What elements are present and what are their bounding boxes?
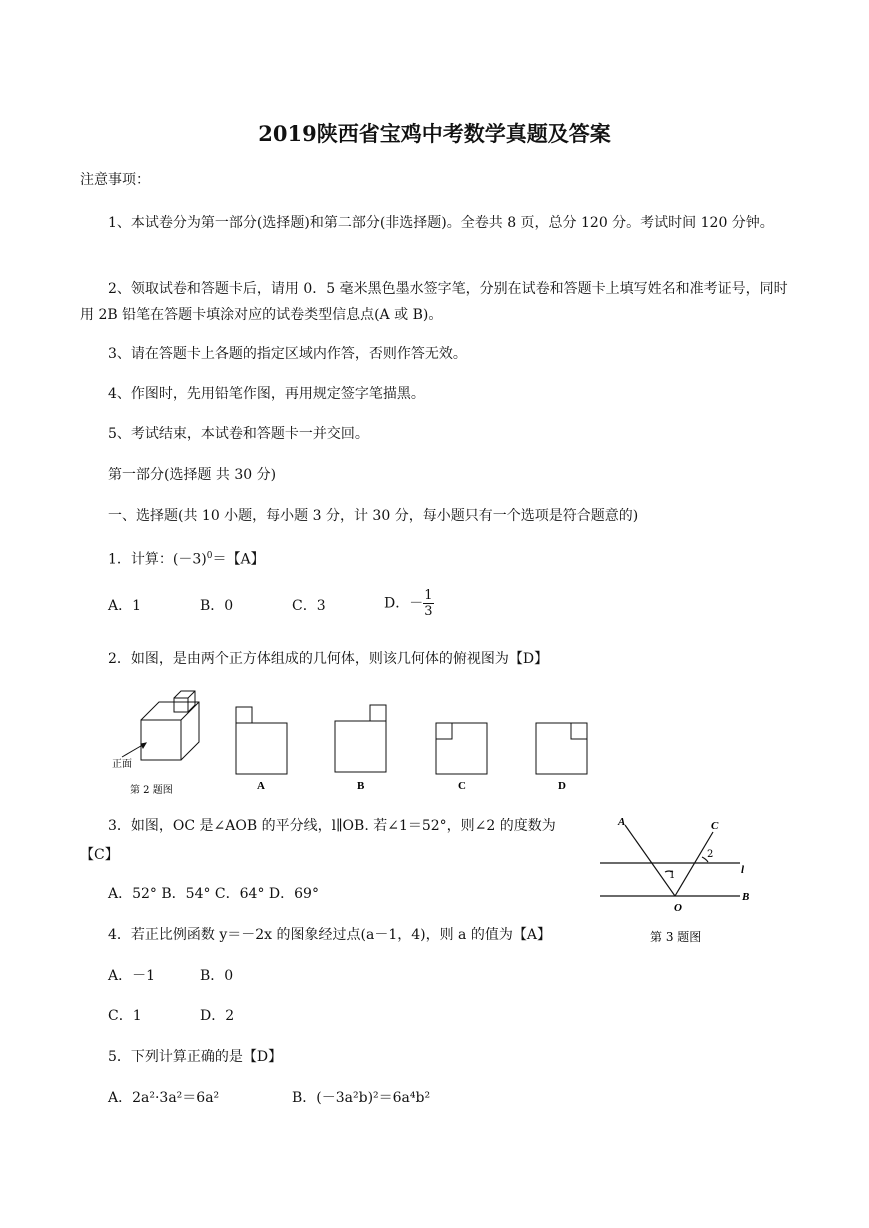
- notice-2: 2、领取试卷和答题卡后，请用 0．5 毫米黑色墨水签字笔，分别在试卷和答题卡上填写姓名和准考证号，同时用 2B 铅笔在答题卡填涂对应的试卷类型信息点(A 或 B)。: [80, 281, 788, 323]
- q4-option-b: B．0: [200, 968, 234, 984]
- q2-label-d: D: [558, 780, 566, 792]
- notice-4: 4、作图时，先用铅笔作图，再用规定签字笔描黑。: [108, 386, 425, 402]
- q3-angle-2: 2: [707, 849, 714, 860]
- q3-figure: [595, 810, 760, 950]
- q3-options: A．52° B．54° C．64° D．69°: [108, 886, 319, 902]
- q1-option-c: C．3: [292, 598, 326, 614]
- q2-label-a: A: [257, 780, 265, 792]
- q1-option-a: A．1: [108, 598, 142, 614]
- notice-heading: 注意事项：: [80, 172, 150, 188]
- q1-stem: 1．计算：$(-3)^0=$【A】: [108, 551, 265, 568]
- q3-angle-1: 1: [669, 870, 676, 881]
- notice-5: 5、考试结束，本试卷和答题卡一并交回。: [108, 426, 369, 442]
- q3-label-o: O: [674, 902, 682, 914]
- q2-stem: 2．如图，是由两个正方体组成的几何体，则该几何体的俯视图为【D】: [108, 651, 549, 667]
- q2-front-label: 正面: [112, 759, 132, 770]
- q3-fig-caption: 第 3 题图: [650, 930, 702, 944]
- q4-option-a: A．－1: [108, 968, 156, 984]
- q1-option-b: B．0: [200, 598, 234, 614]
- q3-label-l: l: [741, 864, 745, 876]
- q2-fig-caption: 第 2 题图: [130, 785, 173, 796]
- q5-stem: 5．下列计算正确的是【D】: [108, 1049, 283, 1065]
- q2-label-c: C: [458, 780, 466, 792]
- q1-option-d: D．－ $\frac{1}{3}$: [384, 588, 433, 619]
- q3-label-b: B: [742, 891, 750, 903]
- q2-figure: [108, 685, 598, 800]
- q4-stem: 4．若正比例函数 y＝－2x 的图象经过点(a－1，4)，则 a 的值为【A】: [108, 927, 551, 943]
- q3-label-c: C: [711, 820, 719, 832]
- q4-option-d: D．2: [200, 1008, 235, 1024]
- q3-label-a: A: [618, 816, 626, 828]
- notice-1: 1、本试卷分为第一部分(选择题)和第二部分(非选择题)。全卷共 8 页，总分 120 分。考试时间 120 分钟。: [108, 215, 774, 231]
- part1-heading: 第一部分(选择题 共 30 分): [108, 467, 277, 483]
- notice-3: 3、请在答题卡上各题的指定区域内作答，否则作答无效。: [108, 346, 467, 362]
- q4-option-c: C．1: [108, 1008, 142, 1024]
- q2-label-b: B: [357, 780, 365, 792]
- q3-stem-line1: 3．如图，OC 是∠AOB 的平分线，l∥OB. 若∠1＝52°，则∠2 的度数为: [108, 818, 556, 834]
- q3-stem-line2: 【C】: [80, 847, 119, 863]
- q5-option-b: B．(－3a²b)²＝6a⁴b²: [292, 1090, 431, 1106]
- q5-option-a: A．2a²·3a²＝6a²: [108, 1090, 220, 1106]
- page-title: 2019陕西省宝鸡中考数学真题及答案: [258, 121, 611, 146]
- section1-heading: 一、选择题(共 10 小题，每小题 3 分，计 30 分，每小题只有一个选项是符合题意的): [108, 508, 639, 524]
